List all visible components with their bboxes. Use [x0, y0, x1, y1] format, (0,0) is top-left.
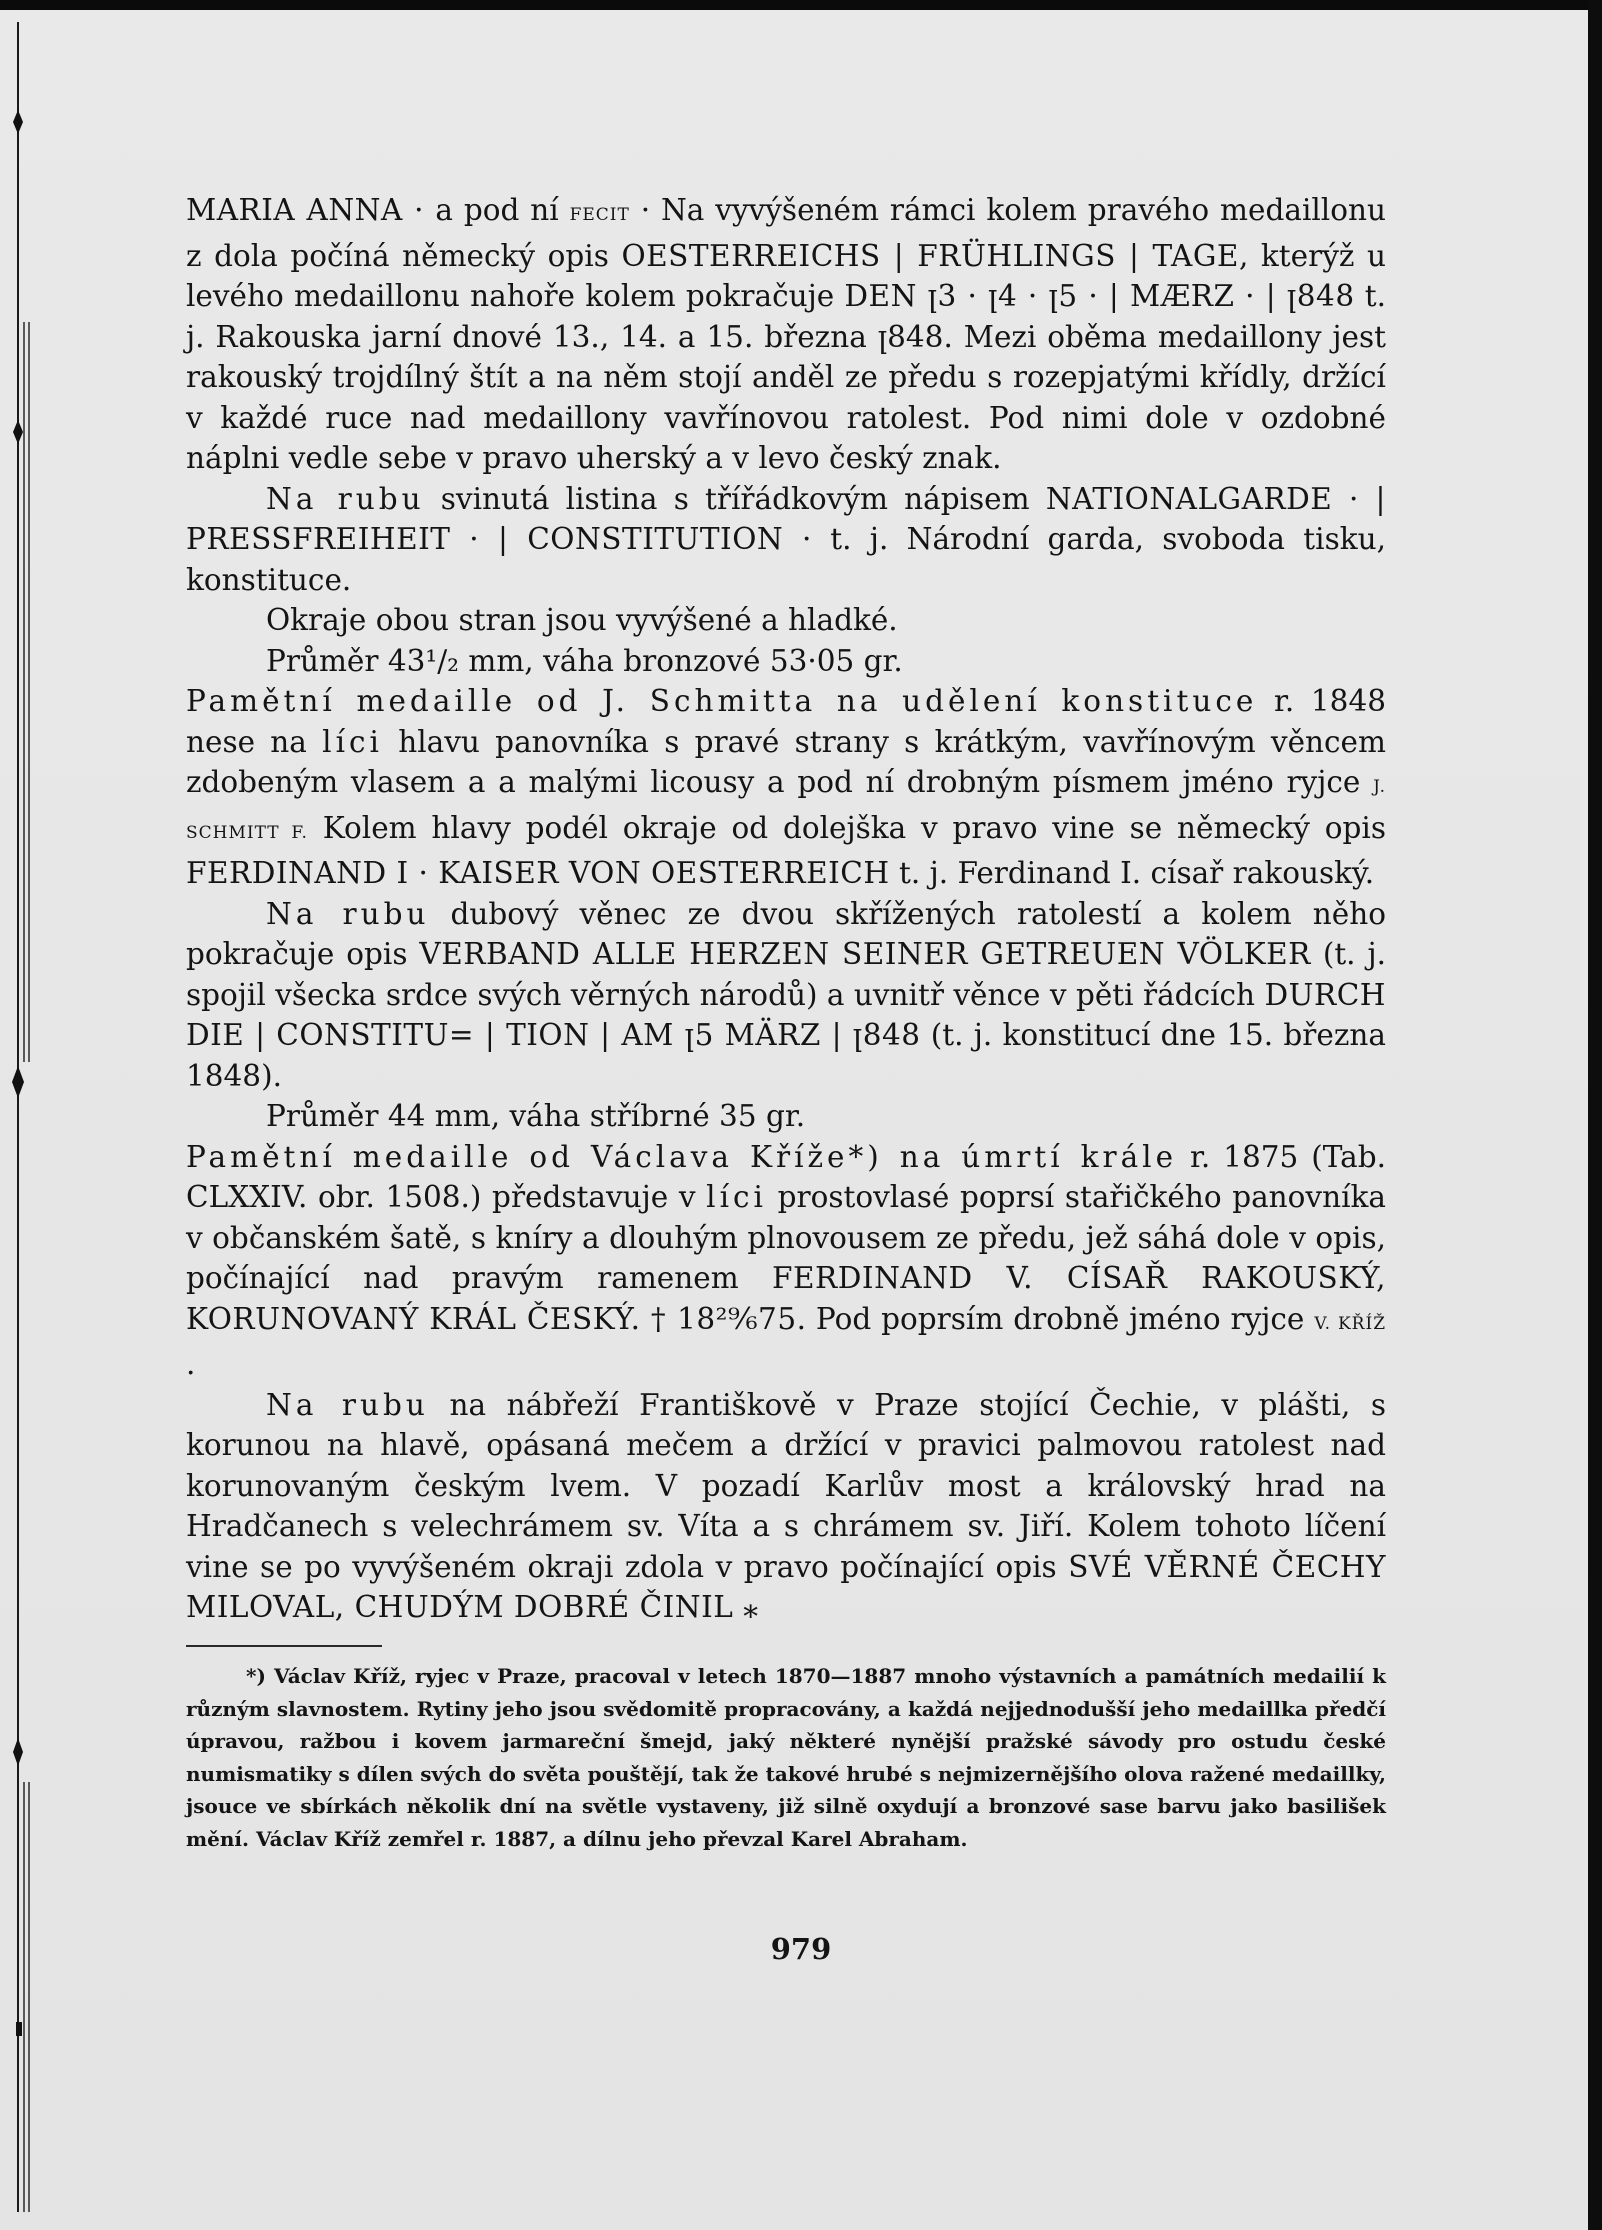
footnote-separator — [186, 1645, 382, 1647]
text-run: FERDINAND V. CÍSAŘ RAKOUSKÝ, KORUNOVANÝ KRÁL ČESKÝ. † 18²⁹⁄₆75 — [186, 1261, 1386, 1336]
text-run: VERBAND ALLE HERZEN SEINER GETREUEN VÖLKER — [419, 937, 1311, 971]
text-run: SVÉ VĚRNÉ ČECHY MILOVAL, CHUDÝM DOBRÉ ČINIL ⁎ — [186, 1549, 1387, 1624]
text-run: svinutá listina s třířádkovým nápisem — [424, 481, 1046, 516]
text-run: líci — [706, 1180, 767, 1214]
text-run: hlavu panovníka s pravé strany s krátkým, vavřínovým věncem zdobeným vlasem a a malými licousy a pod ní drobným písmem jméno ryjce — [186, 724, 1386, 799]
text-run: Okraje obou stran jsou vyvýšené a hladké. — [266, 603, 898, 637]
scan-border-top — [0, 0, 1602, 10]
text-run: Na rubu — [266, 481, 425, 516]
text-run: (t. j. spojil všecka srdce svých věrných národů) a uvnitř věnce v pěti řádcích — [186, 937, 1387, 1012]
text-run: . Pod poprsím drobně jméno ryjce — [796, 1301, 1315, 1336]
paragraph — [186, 681, 1386, 894]
paragraph — [186, 479, 1386, 601]
text-run: dubový věnec ze dvou skřížených ratolestí a kolem něho pokračuje opis — [186, 896, 1386, 971]
text-run: t. j. Ferdinand I. císař rakouský. — [889, 856, 1375, 890]
text-run: líci — [322, 724, 383, 759]
text-run: Na rubu — [266, 1387, 429, 1422]
text-run: (t. j. konstitucí dne 15. března 1848). — [186, 1018, 1386, 1093]
book-binding-edge — [12, 22, 36, 2212]
paragraph — [186, 1385, 1386, 1628]
paragraph — [186, 190, 1386, 479]
main-text — [186, 190, 1386, 1628]
text-run: prostovlasé poprsí stařičkého panovníka v občanském šatě, s kníry a dlouhým plnovousem ze předu, jež sáhá dole v opis, počínající nad pravým ramenem — [186, 1180, 1386, 1295]
paragraph — [186, 1096, 1386, 1137]
text-run: MARIA ANNA · — [186, 193, 436, 227]
paragraph — [186, 894, 1386, 1097]
text-run: FERDINAND I · KAISER VON OESTERREICH — [186, 856, 890, 890]
scan-border-right — [1588, 0, 1602, 2230]
text-run: DURCH DIE | CONSTITU= | TION | AM ꞁ5 MÄRZ | ꞁ848 — [186, 977, 1386, 1052]
page-number: 979 — [770, 1932, 832, 1966]
text-run: . — [186, 1347, 196, 1381]
text-run: r. 1848 nese na — [186, 684, 1386, 759]
text-run: Průměr 43¹/₂ mm, váha bronzové 53·05 gr. — [266, 643, 903, 678]
text-run: na nábřeží Františkově v Praze stojící Čechie, v plášti, s korunou na hlavě, opásaná mečem a držící v pravici palmovou ratolest nad korunovaným českým lvem. V pozadí Karlův most a královský hrad na Hradčanech s velechrámem sv. Víta a s chrámem sv. Jiří. Kolem tohoto líčení vine se po vyvýšeném okraji zdola v pravo počínající opis — [186, 1387, 1387, 1584]
text-run: FECIT — [569, 205, 630, 225]
text-run: Kolem hlavy podél okraje od dolejška v pravo vine se německý opis — [307, 810, 1386, 845]
text-run: OESTERREICHS | FRÜHLINGS | TAGE — [621, 238, 1239, 273]
paragraph — [186, 1137, 1386, 1385]
text-run: t. j. Národní garda, svoboda tisku, konstituce. — [186, 522, 1386, 597]
text-run: a pod ní — [435, 193, 570, 227]
text-run: NATIONALGARDE · | PRESSFREIHEIT · | CONSTITUTION · — [186, 481, 1386, 556]
text-run: · Na vyvýšeném rámci kolem pravého medaillonu z dola počíná německý opis — [186, 193, 1387, 273]
paragraph — [186, 600, 1386, 641]
text-run: , kterýž u levého medaillonu nahoře kolem pokračuje — [186, 238, 1386, 313]
paragraph — [186, 641, 1386, 682]
text-run: Na rubu — [266, 896, 430, 931]
text-run: V. KŘÍŽ — [1314, 1313, 1387, 1334]
text-run: DEN ꞁ3 · ꞁ4 · ꞁ5 · | MÆRZ · | ꞁ848 — [844, 279, 1355, 313]
footnote: *) Václav Kříž, ryjec v Praze, pracoval v letech 1870—1887 mnoho výstavních a památních medailií k různým slavnostem. Rytiny jeho jsou svědomitě propracovány, a každá nejjednodušší jeho medaillka předčí úpravou, ražbou i kovem jarmareční šmejd, jaký některé nynější pražské sávody pro ostudu české numismatiky s dílen svých do světa pouštějí, tak že takové hrubé s nejmizernějšího olova ražené medaillky, jsouce ve sbírkách několik dní na světle vystaveny, již silně oxydují a bronzové sase barvu jako basilišek mění. Václav Kříž zemřel r. 1887, a dílnu jeho převzal Karel Abraham. — [186, 1664, 1386, 1851]
text-run: t. j. Rakouska jarní dnové 13., 14. a 15. března ꞁ848. Mezi oběma medaillony jest rakouský trojdílný štít a na něm stojí anděl ze předu s rozepjatými křídly, držící v každé ruce nad medaillony vavřínovou ratolest. Pod nimi dole v ozdobné náplni vedle sebe v pravo uherský a v levo český znak. — [186, 279, 1387, 475]
text-run: r. 1875 (Tab. CLXXIV. obr. 1508.) představuje v — [186, 1139, 1386, 1214]
text-run: Průměr 44 mm, váha stříbrné 35 gr. — [266, 1099, 806, 1133]
text-run: J. SCHMITT F. — [186, 777, 1386, 843]
text-run: Pamětní medaille od J. Schmitta na udělení konstituce — [186, 684, 1258, 718]
text-run: Pamětní medaille od Václava Kříže*) na úmrtí krále — [186, 1139, 1178, 1174]
